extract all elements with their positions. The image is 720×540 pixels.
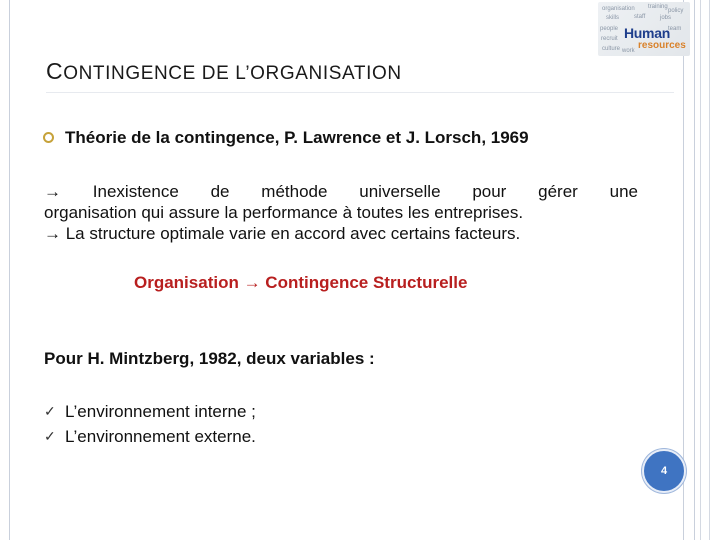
right-frame-rule <box>683 0 695 540</box>
variables-list <box>44 399 256 449</box>
logo-cloud-word: policy <box>668 8 684 14</box>
mintzberg-intro: Pour H. Mintzberg, 1982, deux variables : <box>44 349 375 368</box>
logo-cloud-word: organisation <box>602 6 635 12</box>
checkmark-icon: ✓ <box>44 403 56 419</box>
logo-resources-text: resources <box>638 40 686 51</box>
checkmark-icon: ✓ <box>44 428 56 444</box>
arrow-paragraph <box>44 181 638 244</box>
main-bullet-text: Théorie de la contingence, P. Lawrence et J. Lorsch, 1969 <box>65 128 529 147</box>
paragraph-line: → Inexistence de méthode universelle pour gérer une <box>44 182 638 201</box>
logo-human-text: Human <box>624 25 670 41</box>
paragraph-line: organisation qui assure la performance à toutes les entreprises. <box>44 203 524 222</box>
slide-title <box>46 58 402 85</box>
logo-cloud-word: training <box>648 4 668 10</box>
page-number-badge: 4 <box>642 449 686 493</box>
logo-cloud-word: jobs <box>660 15 672 21</box>
title-divider <box>46 92 674 93</box>
logo-cloud-word: staff <box>634 14 646 20</box>
left-frame-rule <box>0 0 10 540</box>
circle-bullet-icon <box>43 132 54 143</box>
right-frame-rule-outer <box>700 0 710 540</box>
logo-cloud-word: work <box>622 48 635 54</box>
paragraph-line: → La structure optimale varie en accord avec certains facteurs. <box>44 224 521 243</box>
slide-title-rest: ONTINGENCE DE L’ORGANISATION <box>63 63 402 84</box>
list-item <box>44 424 256 449</box>
logo-cloud-word: culture <box>602 46 621 52</box>
human-resources-logo <box>598 2 690 56</box>
list-item <box>44 399 256 424</box>
list-item-text: L’environnement interne ; <box>65 402 256 421</box>
highlight-statement: Organisation → Contingence Structurelle <box>134 273 468 292</box>
slide-title-initial: C <box>46 58 64 84</box>
list-item-text: L’environnement externe. <box>65 427 256 446</box>
logo-cloud-word: team <box>668 26 682 32</box>
logo-cloud-word: skills <box>606 15 619 21</box>
logo-cloud-word: recruit <box>601 36 618 42</box>
logo-cloud-word: people <box>600 26 619 32</box>
